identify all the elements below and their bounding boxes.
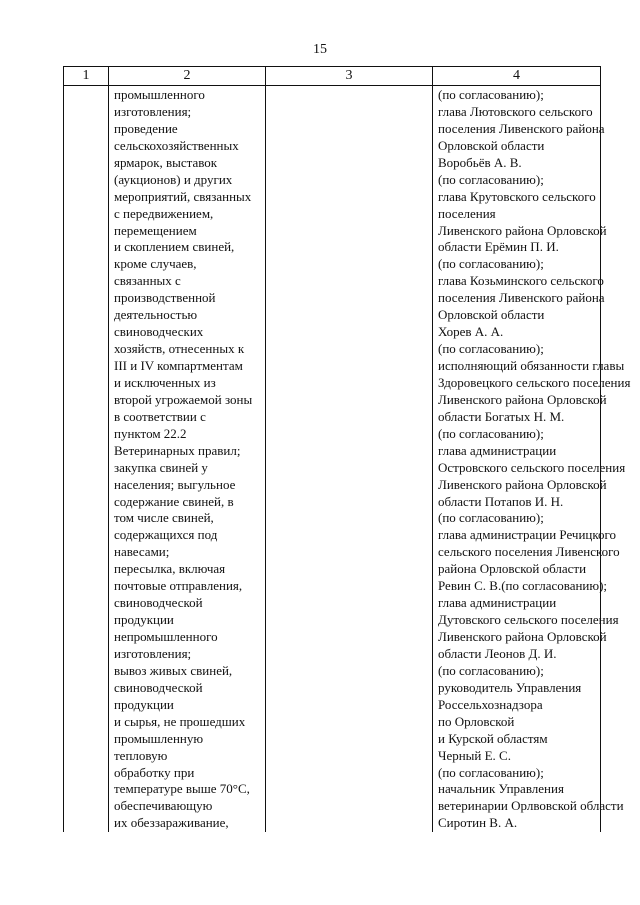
text-line: температуре выше 70°С,: [114, 781, 250, 797]
text-line: изготовления;: [114, 103, 192, 119]
text-line: пунктом 22.2: [114, 425, 187, 441]
header-col-2: 2: [109, 67, 266, 86]
text-line: свиноводческой: [114, 679, 203, 695]
text-line: их обеззараживание,: [114, 815, 229, 831]
text-line: III и IV компартментам: [114, 358, 243, 373]
text-line: глава Крутовского сельского: [438, 188, 596, 204]
text-line: области Ерёмин П. И.: [438, 239, 559, 255]
text-line: Ливенского района Орловской: [438, 222, 607, 238]
cell-col-3: [266, 86, 433, 833]
text-line: обработку при: [114, 764, 195, 780]
text-line: свиноводческой: [114, 595, 203, 611]
table-header-row: [64, 67, 601, 86]
responsible-officials-text: [433, 86, 631, 832]
text-line: Орловской области: [438, 137, 545, 153]
text-line: том числе свиней,: [114, 510, 214, 526]
cell-col-4: [433, 86, 631, 833]
text-line: (по согласованию);: [438, 510, 544, 526]
text-line: промышленную: [114, 730, 204, 746]
text-line: производственной: [114, 290, 216, 306]
text-line: сельского поселения Ливенского: [438, 544, 620, 560]
text-line: Ливенского района Орловской: [438, 391, 607, 407]
text-line: (по согласованию);: [438, 171, 544, 187]
text-line: проведение: [114, 120, 178, 136]
text-line: области Леонов Д. И.: [438, 645, 557, 661]
text-line: связанных с: [114, 273, 181, 289]
text-line: почтовые отправления,: [114, 578, 243, 594]
text-line: и скоплением свиней,: [114, 239, 235, 255]
header-col-4: 4: [433, 67, 601, 86]
text-line: содержание свиней, в: [114, 493, 234, 509]
text-line: с передвижением,: [114, 205, 214, 221]
text-line: Черный Е. С.: [438, 747, 511, 763]
text-line: хозяйств, отнесенных к: [114, 341, 245, 357]
text-line: мероприятий, связанных: [114, 188, 252, 204]
text-line: населения; выгульное: [114, 476, 236, 492]
text-line: Ливенского района Орловской: [438, 476, 607, 492]
text-line: непромышленного: [114, 629, 218, 644]
text-line: второй угрожаемой зоны: [114, 391, 253, 407]
text-line: области Богатых Н. М.: [438, 408, 565, 424]
text-line: (по согласованию);: [438, 341, 544, 357]
text-line: Ветеринарных правил;: [114, 442, 241, 458]
text-line: исполняющий обязанности главы: [438, 358, 625, 373]
text-line: Ливенского района Орловской: [438, 629, 607, 644]
restrictions-text: [109, 86, 265, 832]
text-line: (по согласованию);: [438, 256, 544, 272]
text-line: глава администрации: [438, 442, 557, 458]
text-line: (по согласованию);: [438, 87, 544, 102]
text-line: руководитель Управления: [438, 679, 582, 695]
text-line: глава Козьминского сельского: [438, 273, 604, 289]
table-row: [64, 86, 601, 833]
text-line: области Потапов И. Н.: [438, 493, 564, 509]
cell-col-2: [109, 86, 266, 833]
text-line: деятельностью: [114, 307, 198, 323]
text-line: содержащихся под: [114, 527, 218, 543]
text-line: поселения Ливенского района: [438, 290, 605, 306]
text-line: промышленного: [114, 87, 205, 102]
text-line: (по согласованию);: [438, 662, 544, 678]
text-line: продукции: [114, 612, 174, 628]
text-line: в соответствии с: [114, 408, 206, 424]
text-line: и Курской областям: [438, 730, 548, 746]
text-line: Островского сельского поселения: [438, 459, 626, 475]
text-line: и исключенных из: [114, 374, 216, 390]
cell-col-1: [64, 86, 109, 833]
text-line: тепловую: [114, 747, 168, 763]
text-line: ветеринарии Орлвовской области: [438, 798, 624, 814]
text-line: Воробьёв А. В.: [438, 154, 522, 170]
page-number: 15: [313, 42, 327, 57]
text-line: закупка свиней у: [114, 459, 208, 475]
text-line: Хорев А. А.: [438, 324, 504, 340]
text-line: кроме случаев,: [114, 256, 197, 272]
text-line: продукции: [114, 696, 174, 712]
text-line: начальник Управления: [438, 781, 564, 797]
text-line: перемещением: [114, 222, 197, 238]
text-line: Ревин С. В.(по согласованию);: [438, 578, 608, 594]
text-line: и сырья, не прошедших: [114, 713, 246, 729]
text-line: по Орловской: [438, 713, 515, 729]
text-line: Дутовского сельского поселения: [438, 612, 619, 628]
text-line: Здоровецкого сельского поселения: [438, 374, 631, 390]
text-line: (аукционов) и других: [114, 171, 233, 187]
text-line: глава администрации: [438, 595, 557, 611]
text-line: навесами;: [114, 544, 170, 560]
header-col-1: 1: [64, 67, 109, 86]
text-line: поселения Ливенского района: [438, 120, 605, 136]
text-line: поселения: [438, 205, 496, 221]
text-line: глава Лютовского сельского: [438, 103, 593, 119]
document-table: [63, 66, 631, 832]
text-line: изготовления;: [114, 645, 192, 661]
text-line: Сиротин В. А.: [438, 815, 518, 831]
text-line: района Орловской области: [438, 561, 587, 577]
text-line: (по согласованию);: [438, 425, 544, 441]
text-line: (по согласованию);: [438, 764, 544, 780]
text-line: свиноводческих: [114, 324, 204, 340]
text-line: сельскохозяйственных: [114, 137, 239, 153]
text-line: Орловской области: [438, 307, 545, 323]
text-line: обеспечивающую: [114, 798, 213, 814]
text-line: вывоз живых свиней,: [114, 662, 233, 678]
header-col-3: 3: [266, 67, 433, 86]
text-line: глава администрации Речицкого: [438, 527, 617, 543]
text-line: пересылка, включая: [114, 561, 226, 577]
text-line: ярмарок, выставок: [114, 154, 218, 170]
text-line: Россельхознадзора: [438, 696, 543, 712]
